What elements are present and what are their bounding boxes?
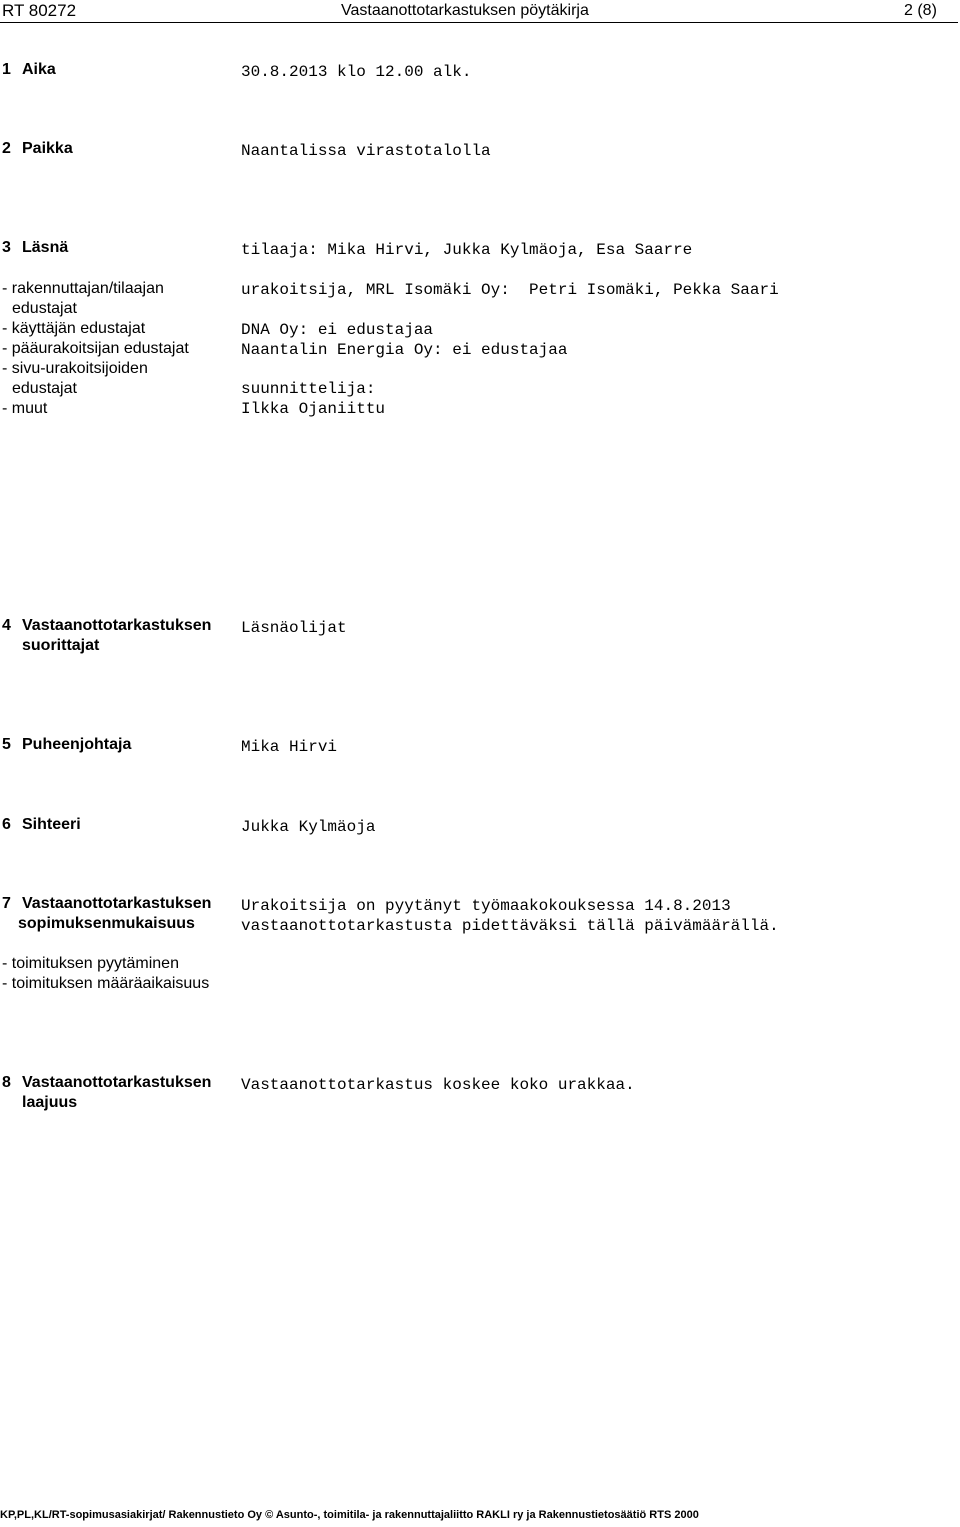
section-title-cont: sopimuksenmukaisuus (18, 915, 195, 932)
section-number: 8 (2, 1074, 11, 1091)
section-label (2, 1073, 211, 1113)
attendee-line: Ilkka Ojaniittu (241, 400, 386, 418)
attendee-line: urakoitsija, MRL Isomäki Oy: Petri Isomäki, Pekka Saari (241, 281, 779, 299)
section-title: Vastaanottotarkastuksen (22, 617, 212, 634)
section-label (2, 894, 211, 934)
section-value: 30.8.2013 klo 12.00 alk. (241, 63, 472, 81)
section-value: Mika Hirvi (241, 738, 338, 756)
section-title: Sihteeri (22, 816, 81, 833)
doc-title: Vastaanottotarkastuksen pöytäkirja (341, 2, 589, 19)
section-label (2, 139, 73, 159)
section-label (2, 735, 131, 755)
page-number: 2 (8) (904, 2, 937, 19)
section-number: 1 (2, 61, 11, 78)
category-label: - sivu-urakoitsijoiden (2, 360, 148, 377)
section-number: 2 (2, 140, 11, 157)
section-value-line: vastaanottotarkastusta pidettäväksi tällä päivämäärällä. (241, 917, 779, 935)
section-number: 5 (2, 736, 11, 753)
category-label: - käyttäjän edustajat (2, 320, 146, 337)
section-number: 3 (2, 239, 11, 256)
category-label: - muut (2, 400, 48, 417)
section-title-cont: laajuus (22, 1094, 78, 1111)
page-header (0, 0, 958, 23)
attendee-line: Naantalin Energia Oy: ei edustajaa (241, 341, 568, 359)
category-label: edustajat (12, 380, 77, 397)
section-label (2, 60, 56, 80)
doc-code: RT 80272 (2, 1, 77, 20)
section-title-cont: suorittajat (22, 637, 100, 654)
category-label: - pääurakoitsijan edustajat (2, 340, 189, 357)
section-value: Naantalissa virastotalolla (241, 142, 491, 160)
section-title: Puheenjohtaja (22, 736, 132, 753)
category-label: - toimituksen määräaikaisuus (2, 975, 210, 992)
section-title: Aika (22, 61, 56, 78)
category-label: - toimituksen pyytäminen (2, 955, 179, 972)
page-footer: KP,PL,KL/RT-sopimusasiakirjat/ Rakennustieto Oy © Asunto-, toimitila- ja rakennuttajaliitto RAKLI ry ja Rakennustietosäätiö RTS 2000 (0, 1509, 699, 1521)
section-value: Vastaanottotarkastus koskee koko urakkaa. (241, 1076, 635, 1094)
section-number: 6 (2, 816, 11, 833)
section-label (2, 238, 68, 258)
attendee-line: DNA Oy: ei edustajaa (241, 321, 434, 339)
section-value: tilaaja: Mika Hirvi, Jukka Kylmäoja, Esa Saarre (241, 241, 693, 259)
section-label (2, 815, 81, 835)
section-label (2, 616, 211, 656)
category-label: edustajat (12, 300, 77, 317)
section-number: 4 (2, 617, 11, 634)
section-value-line: Urakoitsija on pyytänyt työmaakokouksessa 14.8.2013 (241, 897, 731, 915)
section-value: Jukka Kylmäoja (241, 818, 376, 836)
section-value: Läsnäolijat (241, 619, 347, 637)
category-label: - rakennuttajan/tilaajan (2, 280, 164, 297)
section-number: 7 (2, 895, 11, 912)
delivery-categories (2, 954, 209, 994)
section-title: Vastaanottotarkastuksen (22, 895, 212, 912)
section-title: Vastaanottotarkastuksen (22, 1074, 212, 1091)
section-title: Paikka (22, 140, 73, 157)
attendee-categories (2, 279, 189, 419)
attendee-line: suunnittelija: (241, 380, 376, 398)
section-title: Läsnä (22, 239, 69, 256)
